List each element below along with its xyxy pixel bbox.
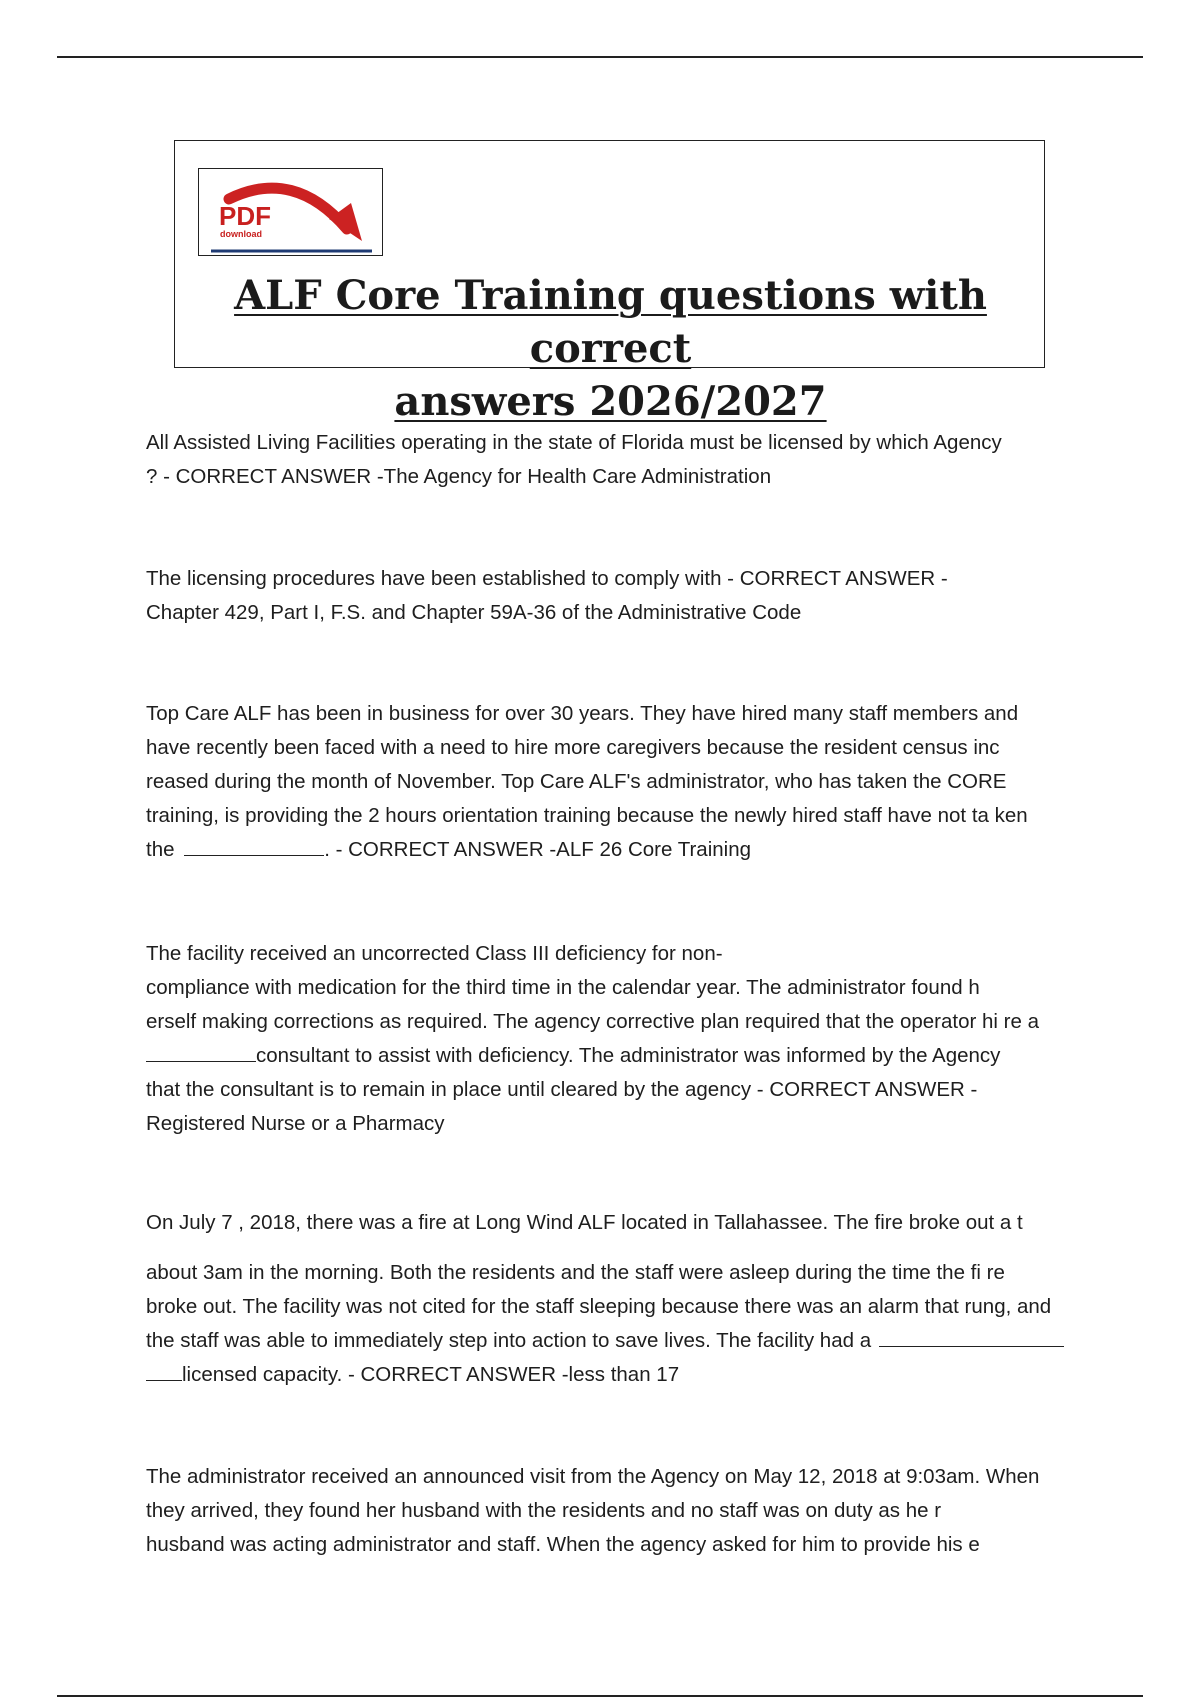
text-fragment: licensed capacity. - CORRECT ANSWER -less than 17: [182, 1363, 680, 1386]
text-line: husband was acting administrator and staff. When the agency asked for him to provide his e: [146, 1533, 980, 1556]
text-line: training, is providing the 2 hours orientation training because the newly hired staff have not ta ken: [146, 804, 1028, 827]
question-5: [146, 1206, 1096, 1392]
question-3: [146, 697, 1096, 867]
text-line: The licensing procedures have been established to comply with - CORRECT ANSWER -: [146, 567, 948, 590]
text-line: [146, 1358, 1096, 1392]
answer-blank: [146, 1041, 256, 1062]
text-line: Top Care ALF has been in business for over 30 years. They have hired many staff members and: [146, 702, 1019, 725]
question-6: [146, 1460, 1096, 1562]
text-line: The facility received an uncorrected Class III deficiency for non-: [146, 942, 723, 965]
text-line: reased during the month of November. Top Care ALF's administrator, who has taken the CORE: [146, 770, 1007, 793]
question-1: [146, 426, 1096, 494]
question-2: [146, 562, 1096, 630]
text-fragment: the staff was able to immediately step into action to save lives. The facility had a: [146, 1329, 872, 1352]
top-rule: [57, 56, 1143, 58]
text-line: All Assisted Living Facilities operating in the state of Florida must be licensed by which Agency: [146, 431, 1002, 454]
text-line: they arrived, they found her husband with the residents and no staff was on duty as he r: [146, 1499, 942, 1522]
text-line: about 3am in the morning. Both the residents and the staff were asleep during the time the fi re: [146, 1261, 1005, 1284]
text-fragment: . - CORRECT ANSWER -ALF 26 Core Training: [324, 838, 752, 861]
text-line: broke out. The facility was not cited for the staff sleeping because there was an alarm that rung, and: [146, 1295, 1052, 1318]
text-line: On July 7 , 2018, there was a fire at Long Wind ALF located in Tallahassee. The fire broke out a t: [146, 1211, 1023, 1234]
text-line: [146, 833, 1096, 867]
answer-blank: [184, 835, 324, 856]
bottom-rule: [57, 1695, 1143, 1697]
answer-blank: [879, 1326, 1064, 1347]
text-fragment: the: [146, 838, 175, 861]
logo-text: PDF: [219, 201, 271, 231]
answer-blank: [146, 1360, 182, 1381]
text-line: Registered Nurse or a Pharmacy: [146, 1112, 445, 1135]
text-line: Chapter 429, Part I, F.S. and Chapter 59A-36 of the Administrative Code: [146, 601, 802, 624]
title-line-2: answers 2026/2027: [394, 378, 827, 425]
text-line: have recently been faced with a need to hire more caregivers because the resident census inc: [146, 736, 1000, 759]
title-line-1: ALF Core Training questions with correct: [234, 272, 987, 372]
logo-subtext: download: [220, 229, 262, 239]
pdf-download-logo: [198, 168, 383, 256]
text-line: [146, 1039, 1096, 1073]
text-line: that the consultant is to remain in place until cleared by the agency - CORRECT ANSWER -: [146, 1078, 978, 1101]
question-4: [146, 937, 1096, 1141]
text-line: The administrator received an announced visit from the Agency on May 12, 2018 at 9:03am. When: [146, 1465, 1040, 1488]
document-title: [175, 269, 1046, 428]
text-line: ? - CORRECT ANSWER -The Agency for Health Care Administration: [146, 465, 772, 488]
text-line: erself making corrections as required. The agency corrective plan required that the operator hi re a: [146, 1010, 1039, 1033]
text-fragment: consultant to assist with deficiency. The administrator was informed by the Agency: [256, 1044, 1001, 1067]
title-box: [174, 140, 1045, 425]
pdf-download-icon: [199, 169, 384, 257]
text-line: compliance with medication for the third time in the calendar year. The administrator found h: [146, 976, 980, 999]
text-line: [146, 1324, 1096, 1358]
